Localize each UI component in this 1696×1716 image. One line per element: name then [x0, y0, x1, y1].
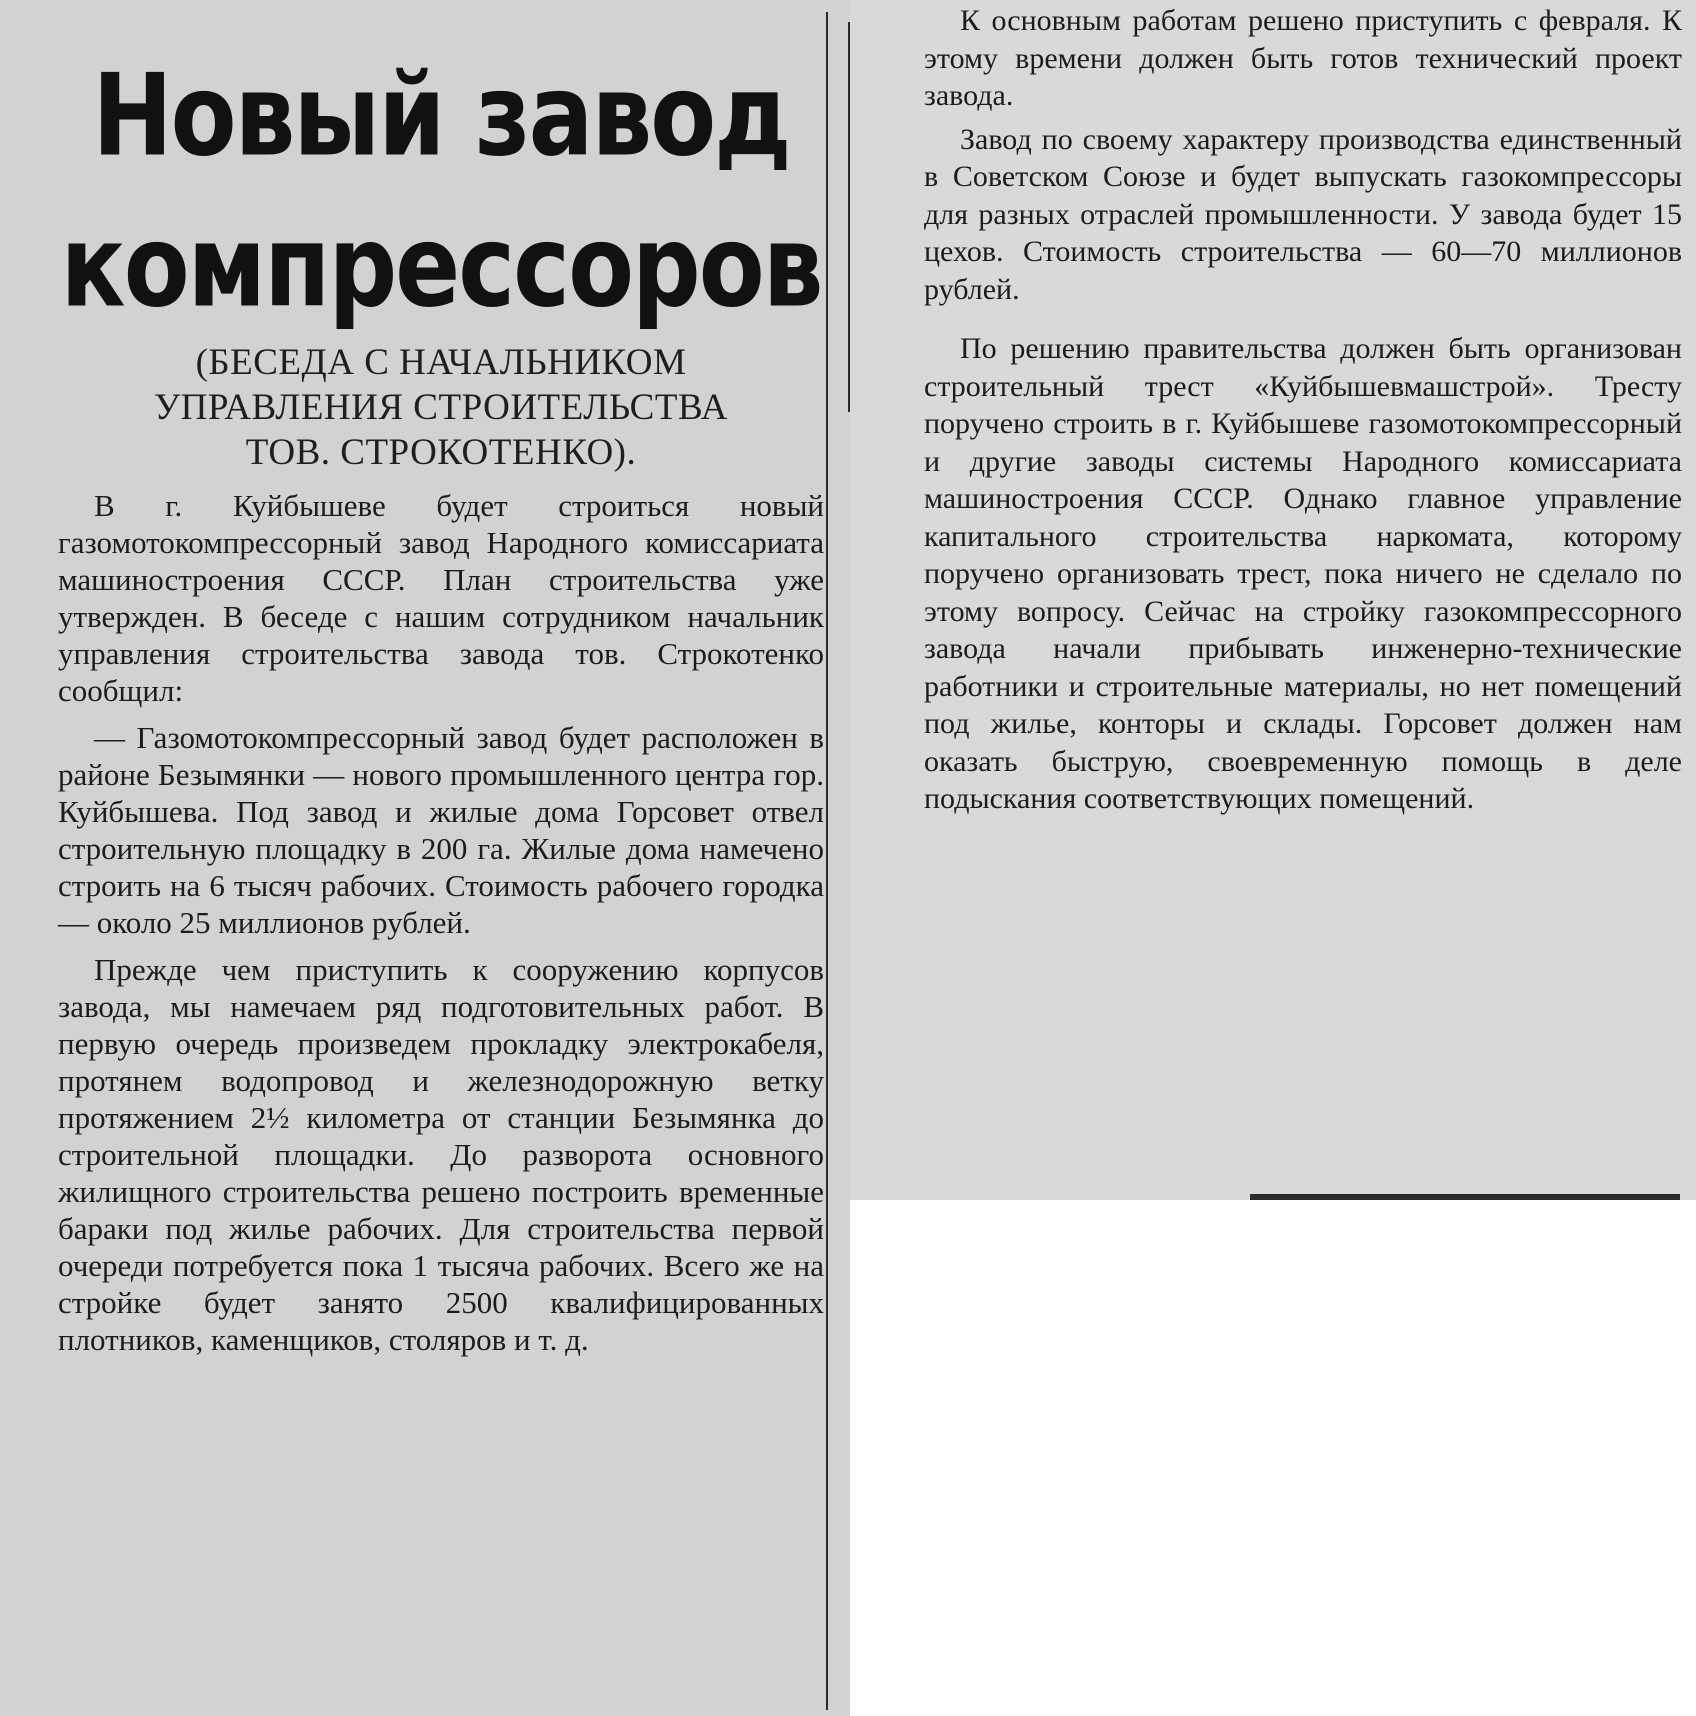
article-subhead	[58, 340, 824, 475]
left-paragraph-1: В г. Куйбышеве будет строиться новый газомотокомпрессорный завод Народного комиссариата машиностроения СССР. План строительства уже утвержден. В беседе с нашим сотрудником начальник управления строительства завода тов. Строкотенко сообщил:	[58, 488, 824, 708]
left-paragraph-3: Прежде чем приступить к сооружению корпусов завода, мы намечаем ряд подготовительных работ. В первую очередь произведем прокладку электрокабеля, протянем водопровод и железнодорожную ветку протяжением 2½ километра от станции Безымянка до строительной площадки. До разворота основного жилищного строительства решено построить временные бараки под жилье рабочих. Для строительства первой очереди потребуется пока 1 тысяча рабочих. Всего же на стройке будет занято 2500 квалифицированных плотников, каменщиков, столяров и т. д.	[58, 952, 824, 1357]
headline-line-1: Новый завод	[92, 49, 790, 182]
right-paragraph-3: По решению правительства должен быть организован строительный трест «Куйбышевмашстрой». Тресту поручено строить в г. Куйбышеве газомотокомпрессорный и другие заводы системы Народного комиссариата машиностроения СССР. Однако главное управление капитального строительства наркомата, которому поручено организовать трест, пока ничего не сделало по этому вопросу. Сейчас на стройку газокомпрессорного завода начали прибывать инженерно-технические работники и строительные материалы, но нет помещений под жилье, конторы и склады. Горсовет должен нам оказать быструю, своевременную помощь в деле подыскания соответствующих помещений.	[924, 332, 1682, 815]
subhead-line-3: ТОВ. СТРОКОТЕНКО).	[245, 432, 637, 473]
bottom-rule	[1250, 1194, 1680, 1200]
subhead-line-1: (БЕСЕДА С НАЧАЛЬНИКОМ	[195, 342, 687, 383]
right-paragraph-2: Завод по своему характеру производства единственный в Советском Союзе и будет выпускать газокомпрессоры для разных отраслей промышленности. У завода будет 15 цехов. Стоимость строительства — 60—70 миллионов рублей.	[924, 122, 1682, 306]
headline-line-2: компрессоров	[60, 200, 822, 333]
column-divider-left	[826, 12, 828, 1710]
left-paragraph-2: — Газомотокомпрессорный завод будет расположен в районе Безымянки — нового промышленного центра гор. Куйбышева. Под завод и жилые дома Горсовет отвел строительную площадку в 200 га. Жилые дома намечено строить на 6 тысяч рабочих. Стоимость рабочего городка — около 25 миллионов рублей.	[58, 720, 824, 940]
subhead-line-2: УПРАВЛЕНИЯ СТРОИТЕЛЬСТВА	[153, 387, 729, 428]
article-clipping-right	[850, 0, 1696, 1200]
article-headline	[58, 40, 824, 342]
right-paragraph-1: К основным работам решено приступить с февраля. К этому времени должен быть готов технический проект завода.	[924, 4, 1682, 112]
column-divider-right	[848, 22, 850, 412]
